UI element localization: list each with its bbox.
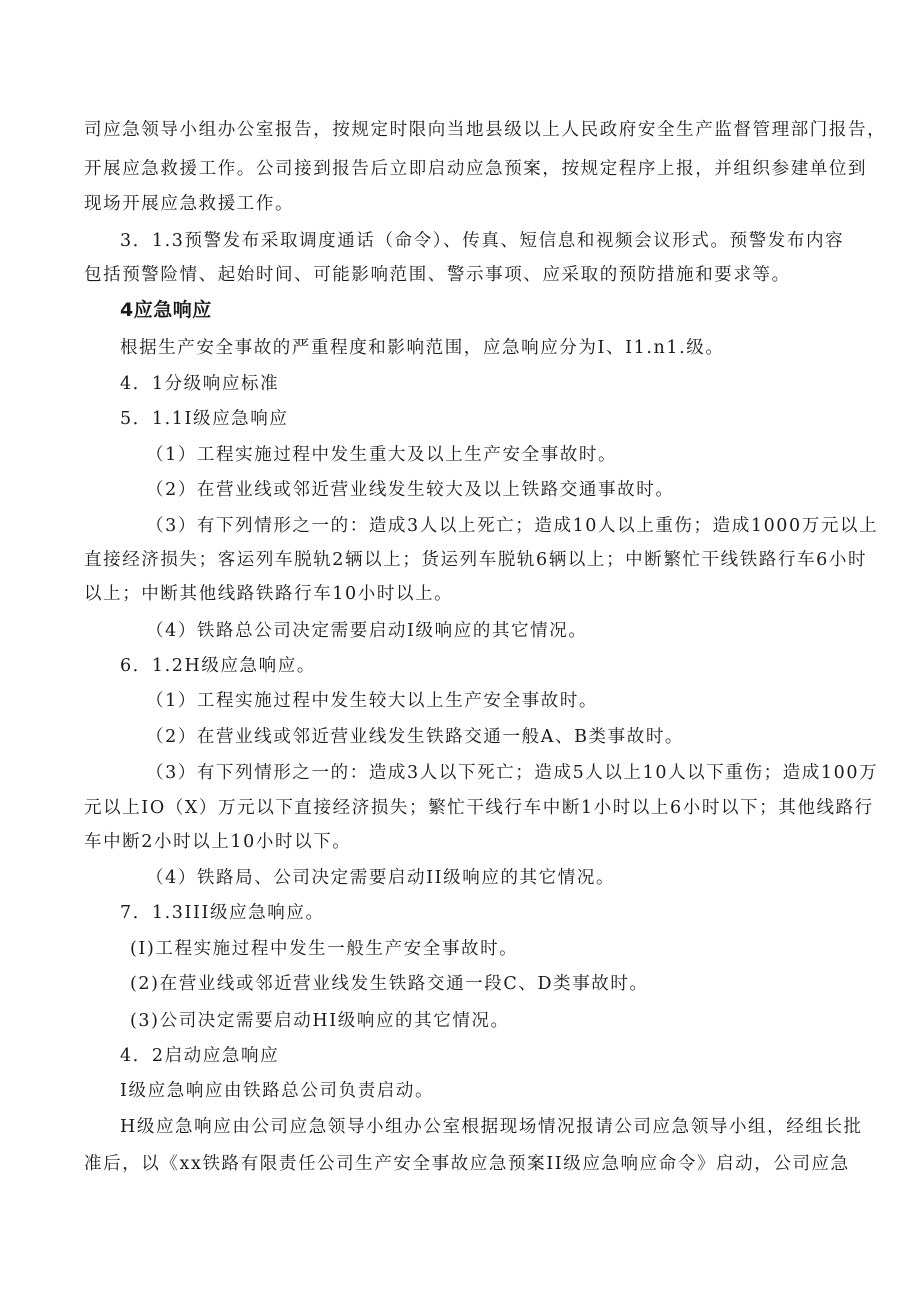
paragraph-line: 准后，以《xx铁路有限责任公司生产安全事故应急预案II级应急响应命令》启动，公司应急: [84, 1154, 850, 1174]
paragraph-line: 司应急领导小组办公室报告，按规定时限向当地县级以上人民政府安全生产监督管理部门报告，: [84, 120, 887, 140]
list-item: (2)在营业线或邻近营业线发生铁路交通一段C、D类事故时。: [130, 974, 649, 994]
paragraph-line: 元以上IO（X）万元以下直接经济损失；繁忙干线行车中断1小时以上6小时以下；其他线路行: [84, 798, 874, 818]
list-item: （1）工程实施过程中发生较大以上生产安全事故时。: [146, 691, 599, 711]
list-item: (3)公司决定需要启动HI级响应的其它情况。: [130, 1011, 510, 1031]
list-item: (I)工程实施过程中发生一般生产安全事故时。: [130, 939, 519, 959]
list-item: （2）在营业线或邻近营业线发生较大及以上铁路交通事故时。: [146, 480, 675, 500]
list-item: （2）在营业线或邻近营业线发生铁路交通一般A、B类事故时。: [146, 727, 685, 747]
paragraph-line: 直接经济损失；客运列车脱轨2辆以上；货运列车脱轨6辆以上；中断繁忙干线铁路行车6小时: [84, 550, 868, 570]
list-item: （3）有下列情形之一的：造成3人以上死亡；造成10人以上重伤；造成1000万元以上: [146, 516, 879, 536]
list-item: （3）有下列情形之一的：造成3人以下死亡；造成5人以上10人以下重伤；造成100万: [146, 763, 879, 783]
paragraph-line: H级应急响应由公司应急领导小组办公室根据现场情况报请公司应急领导小组，经组长批: [120, 1117, 863, 1137]
subsection-title: 5．1.1I级应急响应: [120, 409, 289, 429]
subsection-title: 6．1.2H级应急响应。: [120, 656, 316, 676]
subsection-title: 7．1.3III级应急响应。: [120, 903, 325, 923]
subsection-title: 4．1分级响应标准: [120, 374, 280, 394]
paragraph-line: 3．1.3预警发布采取调度通话（命令）、传真、短信息和视频会议形式。预警发布内容: [120, 231, 845, 251]
paragraph-line: 以上；中断其他线路铁路行车10小时以上。: [84, 584, 454, 604]
paragraph-line: 开展应急救援工作。公司接到报告后立即启动应急预案，按规定程序上报，并组织参建单位到: [84, 159, 868, 179]
list-item: （4）铁路总公司决定需要启动I级响应的其它情况。: [146, 621, 588, 641]
section-heading: 4应急响应: [120, 299, 212, 321]
list-item: （4）铁路局、公司决定需要启动II级响应的其它情况。: [146, 868, 616, 888]
list-item: （1）工程实施过程中发生重大及以上生产安全事故时。: [146, 445, 618, 465]
paragraph-line: 根据生产安全事故的严重程度和影响范围，应急响应分为I、I1.n1.级。: [120, 338, 725, 358]
paragraph-line: 现场开展应急救援工作。: [84, 194, 295, 214]
paragraph-line: I级应急响应由铁路总公司负责启动。: [120, 1081, 435, 1101]
paragraph-line: 车中断2小时以上10小时以下。: [84, 832, 352, 852]
paragraph-line: 包括预警险情、起始时间、可能影响范围、警示事项、应采取的预防措施和要求等。: [84, 265, 791, 285]
subsection-title: 4．2启动应急响应: [120, 1046, 280, 1066]
